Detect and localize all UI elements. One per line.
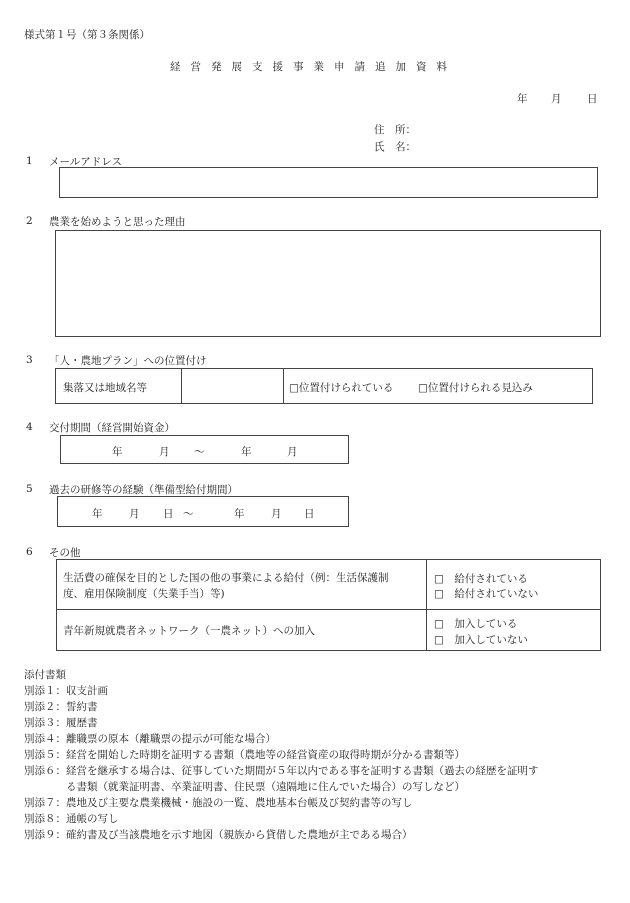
period-tilde: 〜 [194, 446, 205, 458]
period-month-2: 月 [287, 446, 298, 458]
period-year-2: 年 [241, 446, 252, 458]
training-tilde: 〜 [183, 508, 194, 520]
name-label: 氏 名： [374, 141, 416, 153]
date-month-label: 月 [551, 93, 562, 105]
attachments-section [24, 667, 624, 843]
training-day-2: 日 [304, 508, 315, 520]
email-field[interactable] [59, 167, 598, 198]
plan-position-table [55, 368, 593, 404]
training-month-1: 月 [129, 508, 140, 520]
attachment-item: 別添４：離職票の原本（離職票の提示が可能な場合） [24, 733, 276, 745]
section3-number: 3 [26, 354, 33, 366]
period-year-1: 年 [112, 446, 123, 458]
section4-label: 交付期間（経営開始資金） [49, 422, 175, 434]
attachment-item: 別添５：経営を開始した時期を証明する書類（農地等の経営資産の取得時期が分かる書類等） [24, 749, 465, 761]
benefit-received-checkbox[interactable]: □ 給付されている [434, 573, 528, 585]
option-expected-checkbox[interactable]: □位置付けられる見込み [418, 382, 533, 394]
section2-label: 農業を始めようと思った理由 [49, 216, 186, 228]
grant-period-field[interactable] [60, 435, 349, 464]
section6-label: その他 [49, 547, 81, 559]
section5-number: 5 [26, 483, 33, 495]
attachment-item: 別添９：確約書及び当該農地を示す地図（親族から貸借した農地が主である場合） [24, 829, 413, 841]
training-period-field[interactable] [57, 496, 349, 527]
attachment-item: 別添１：収支計画 [24, 685, 108, 697]
network-joined-checkbox[interactable]: □ 加入している [434, 618, 518, 630]
reason-textarea[interactable] [55, 230, 601, 337]
date-year-label: 年 [517, 93, 528, 105]
benefit-question-line1: 生活費の確保を目的とした国の他の事業による給付（例：生活保護制 [63, 572, 389, 584]
attachment-item: 別添３：履歴書 [24, 717, 98, 729]
attachment-item: 別添８：通帳の写し [24, 813, 119, 825]
training-year-1: 年 [92, 508, 103, 520]
page-title: 経営発展支援事業申請追加資料 [170, 61, 457, 73]
section6-number: 6 [26, 546, 33, 558]
attachment-item: 別添６：経営を継承する場合は、従事していた期間が５年以内である事を証明する書類（過去の経歴を証明す [24, 765, 539, 777]
training-day-1: 日 [163, 508, 174, 520]
training-month-2: 月 [271, 508, 282, 520]
benefit-question-line2: 度、雇用保険制度（失業手当）等) [63, 588, 225, 600]
attachment-item: る書類（就業証明書、卒業証明書、住民票（遠隔地に住んでいた場合）の写しなど） [24, 781, 465, 793]
area-input[interactable] [182, 369, 283, 403]
attachment-item: 別添２：誓約書 [24, 701, 98, 713]
other-table [56, 559, 601, 651]
address-label: 住 所： [374, 124, 416, 136]
attachments-heading: 添付書類 [24, 669, 66, 681]
period-month-1: 月 [159, 446, 170, 458]
section4-number: 4 [26, 421, 33, 433]
table-divider [283, 369, 284, 403]
network-not-joined-checkbox[interactable]: □ 加入していない [434, 634, 528, 646]
attachment-item: 別添７：農地及び主要な農業機械・施設の一覧、農地基本台帳及び契約書等の写し [24, 797, 413, 809]
section5-label: 過去の研修等の経験（準備型給付期間） [49, 484, 238, 496]
section1-number: 1 [26, 155, 33, 167]
area-label: 集落又は地域名等 [63, 382, 147, 394]
section1-label: メールアドレス [49, 156, 122, 168]
training-year-2: 年 [234, 508, 245, 520]
date-day-label: 日 [587, 93, 598, 105]
table-divider [426, 560, 427, 650]
section3-label: 「人・農地プラン」への位置付け [49, 355, 207, 367]
table-divider [57, 609, 600, 610]
benefit-not-received-checkbox[interactable]: □ 給付されていない [434, 588, 539, 600]
form-number: 様式第１号（第３条関係） [24, 29, 150, 41]
network-question: 青年新規就農者ネットワーク（一農ネット）への加入 [63, 625, 315, 637]
section2-number: 2 [26, 215, 33, 227]
option-positioned-checkbox[interactable]: □位置付けられている [289, 382, 394, 394]
